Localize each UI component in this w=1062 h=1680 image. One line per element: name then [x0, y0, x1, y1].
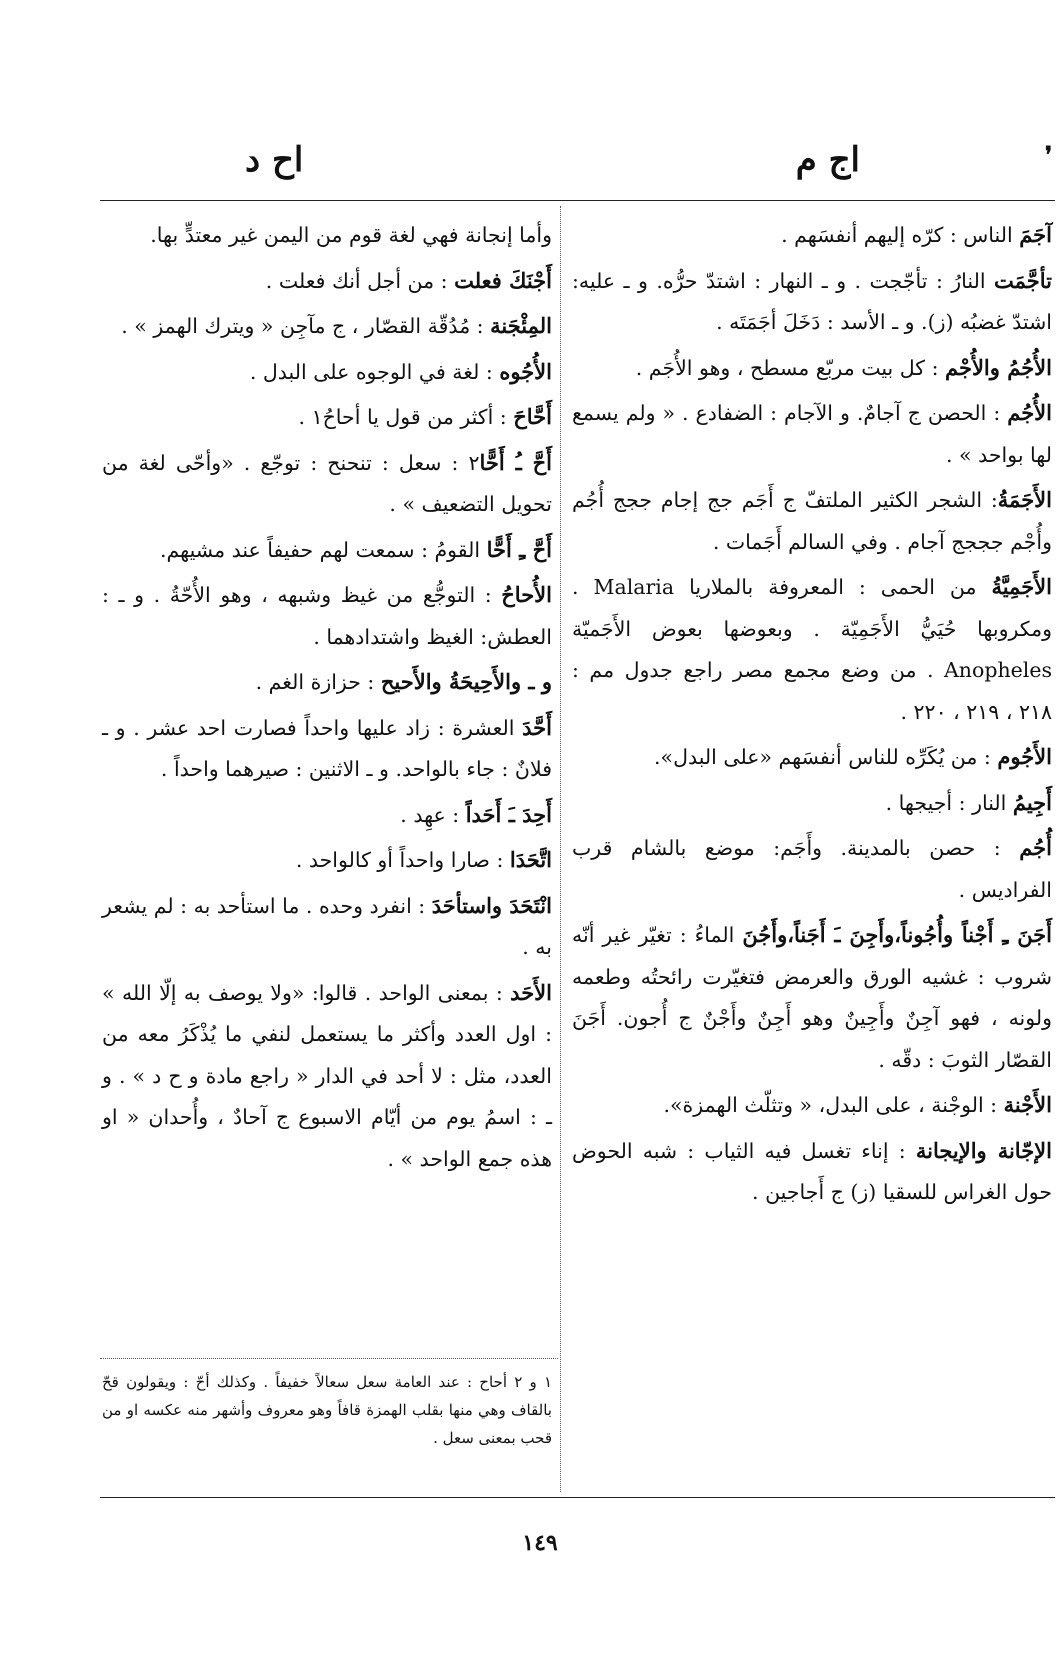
entry-definition: : حصن بالمدينة. وأَجَم: موضع بالشام قرب الفراديس . [572, 836, 1052, 902]
entry-headword: أُجُم [1019, 835, 1052, 860]
entry-headword: أَحَّ ـُ أَحًّا [479, 449, 552, 475]
entry-definition: : أكثر من قول يا أحاحُ١ . [298, 405, 514, 429]
dictionary-entry [572, 782, 1052, 825]
entry-definition: : كل بيت مربّع مسطح ، وهو الأُجَم . [635, 355, 945, 380]
entry-definition: : الشجر الكثير الملتفّ ج أَجَم جج إجام ججج أُجُم وأُجْم جججج آجام . وفي السالم أَجَمات . [572, 488, 1052, 554]
entry-definition: : التوجُّع من غيظ وشبهه ، وهو الأُحّةُ . و ـ : العطش: الغيظ واشتدادهما . [102, 583, 552, 649]
entry-definition: : عهِد . [400, 802, 466, 827]
entry-headword: أَجَنَ ـِ أَجْناً وأُجُوناً،وأَجِنَ ـَ أَجَناً،وأَجُنَ [742, 922, 1052, 947]
dictionary-entry [572, 347, 1052, 390]
entry-definition: : إناء تغسل فيه الثياب : شبه الحوض حول الغراس للسقيا (ز) ج أَجاجين . [572, 1138, 1052, 1204]
entry-definition: : الوجْنة ، على البدل، « وتثلّث الهمزة». [663, 1093, 1004, 1117]
entry-definition: : من يُكَرِّه للناس أنفسَهم «على البدل». [654, 745, 998, 769]
column-divider [560, 206, 561, 1492]
page-header [100, 140, 1053, 196]
dictionary-entry [102, 707, 552, 791]
dictionary-entry [102, 885, 552, 969]
dictionary-entry [102, 442, 552, 526]
entry-headword: الأُحاحُ [501, 582, 552, 607]
dictionary-entry [102, 351, 552, 394]
dictionary-entry [572, 827, 1052, 911]
dictionary-entry [572, 914, 1052, 1081]
entry-headword: أَحَّاحَ [513, 404, 552, 429]
footnote-separator [100, 1358, 558, 1359]
entry-headword: الأُجُوه [499, 358, 552, 384]
entry-definition: الناس : كرّه إليهم أنفسَهم . [781, 223, 1020, 247]
dictionary-entry [102, 574, 552, 658]
dictionary-entry [572, 1130, 1052, 1214]
dictionary-entry [102, 794, 552, 837]
dictionary-entry [572, 260, 1052, 344]
bottom-rule [100, 1497, 1055, 1498]
dictionary-entry [572, 736, 1052, 779]
dictionary-entry [572, 1084, 1052, 1127]
entry-headword: الأُجُم [1007, 400, 1052, 425]
dictionary-entry [102, 661, 552, 704]
entry-headword: انْتَحَدَ واستأحَدَ [431, 892, 552, 918]
entry-definition: القومُ : سمعت لهم حفيفاً عند مشيهم. [160, 537, 487, 562]
entry-definition: : الحصن ج آجامٌ. و الآجام : الضفادع . « ولم يسمع لها بواحد » . [572, 401, 1052, 467]
entry-headword: آجَمَ [1019, 222, 1052, 247]
entry-definition: : لغة في الوجوه على البدل . [249, 359, 500, 384]
dictionary-entry [102, 260, 552, 303]
entry-headword: اتَّحَدَا [509, 847, 552, 872]
entry-definition: الماءُ : تغيّر غير أنّه شروب : غشيه الورق والعرمض فتغيّرت رائحتُه وطعمه ولونه ، فهو آجِنٌ وأَجِينٌ وهو أَجِنٌ وأَجْنٌ ج أُجون. أَجَنَ القصّار الثوبَ : دقّه . [572, 923, 1052, 1072]
entry-headword: و ـ والأَحِيحَةُ والأَحيح [380, 669, 552, 694]
entry-definition: : انفرد وحده . ما استأحد به : لم يشعر به . [102, 893, 552, 959]
dictionary-entry [572, 214, 1052, 257]
entry-headword: الأَجُوم [997, 744, 1052, 769]
entry-definition: وأما إنجانة فهي لغة قوم من اليمن غير معتدٍّ بها. [150, 223, 552, 247]
entry-headword: الأُجُمُ والأُجْم [945, 354, 1052, 380]
entry-headword: أَحِدَ ـَ أَحَداً [465, 801, 552, 827]
entry-definition: : من أجل أنك فعلت . [265, 268, 455, 293]
dictionary-entry [102, 529, 552, 572]
entry-headword: الأَحَد [510, 979, 552, 1005]
dictionary-entry [572, 566, 1052, 733]
dictionary-entry [102, 305, 552, 348]
entry-headword: تأجَّمَت [994, 267, 1052, 293]
dictionary-entry [102, 839, 552, 882]
top-rule [100, 200, 1055, 201]
right-running-head: اج م [795, 140, 860, 180]
dictionary-entry [102, 972, 552, 1181]
entry-headword: أَجِيمُ [1012, 789, 1052, 815]
dictionary-entry [572, 479, 1052, 563]
entry-headword: الإجّانة والإيجانة [915, 1137, 1052, 1163]
entry-definition: : صارا واحداً أو كالواحد . [295, 848, 510, 872]
entry-definition: : حزازة الغم . [255, 670, 381, 694]
page-number: ١٤٩ [522, 1530, 558, 1556]
entry-definition: من الحمى : المعروفة بالملاريا Malaria . ومكروبها حُيَيُّ الأَجَمِيّة . وبعوضها بعوض الأَجَميّة Anopheles . من وضع مجمع مصر راجع جدول مم : ٢١٨ ، ٢١٩ ، ٢٢٠ . [572, 575, 1052, 724]
entry-headword: الأَجْنة [1003, 1092, 1052, 1117]
entry-headword: الأَجَمَةُ [997, 487, 1052, 512]
entry-headword: أَجْنَكَ فعلت [454, 267, 552, 293]
entry-headword: الأَجَمِيَّةُ [991, 574, 1052, 599]
dictionary-entry [102, 214, 552, 257]
footnote: ١ و ٢ أحاح : عند العامة سعل سعالاً خفيفاً . وكذلك أحّ : ويقولون قحّ بالقاف وهي منها بقلب الهمزة قافاً وهو معروف وأشهر منه عكسه او من قحب بمعنى سعل . [102, 1373, 552, 1447]
dictionary-entry [102, 396, 552, 439]
entry-definition: النار : أجيجها . [885, 790, 1013, 815]
entry-definition: ٢ : سعل : تنحنح : توجّع . «وأحّى لغة من تحويل التضعيف » . [102, 450, 552, 516]
entry-definition: العشرة : زاد عليها واحداً فصارت احد عشر . و ـ فلانٌ : جاء بالواحد. و ـ الاثنين : صيرهما واحداً . [102, 715, 552, 781]
entry-definition: : بمعنى الواحد . قالوا: «ولا يوصف به إلّا الله » : اول العدد وأكثر ما يستعمل لنفي ما يُذْكَرُ معه من العدد، مثل : لا أحد في الدار « راجع مادة و ح د » . و ـ : اسمُ يوم من أيّام الاسبوع ج آحادٌ ، وأُحدان « او هذه جمع الواحد » . [102, 980, 552, 1171]
entry-headword: المِئْجَنة [490, 313, 552, 338]
entry-definition: : مُدُقّة القصّار ، ج مآجِن « ويترك الهمز » . [121, 314, 491, 338]
margin-mark: ❜ [1045, 142, 1053, 168]
dictionary-entry [572, 392, 1052, 476]
left-running-head: اح د [245, 140, 304, 180]
right-column [572, 214, 1052, 1217]
entry-headword: أَحَّ ـِ أَحًّا [486, 536, 552, 562]
entry-definition: النارُ : تأجّجت . و ـ النهار : اشتدّ حرُّه. و ـ عليه: اشتدّ غضبُه (ز). و ـ الأسد : دَخَلَ أجَمَتَه . [572, 268, 1052, 334]
left-column [102, 214, 552, 1183]
entry-headword: أَحَّدَ [522, 714, 552, 740]
